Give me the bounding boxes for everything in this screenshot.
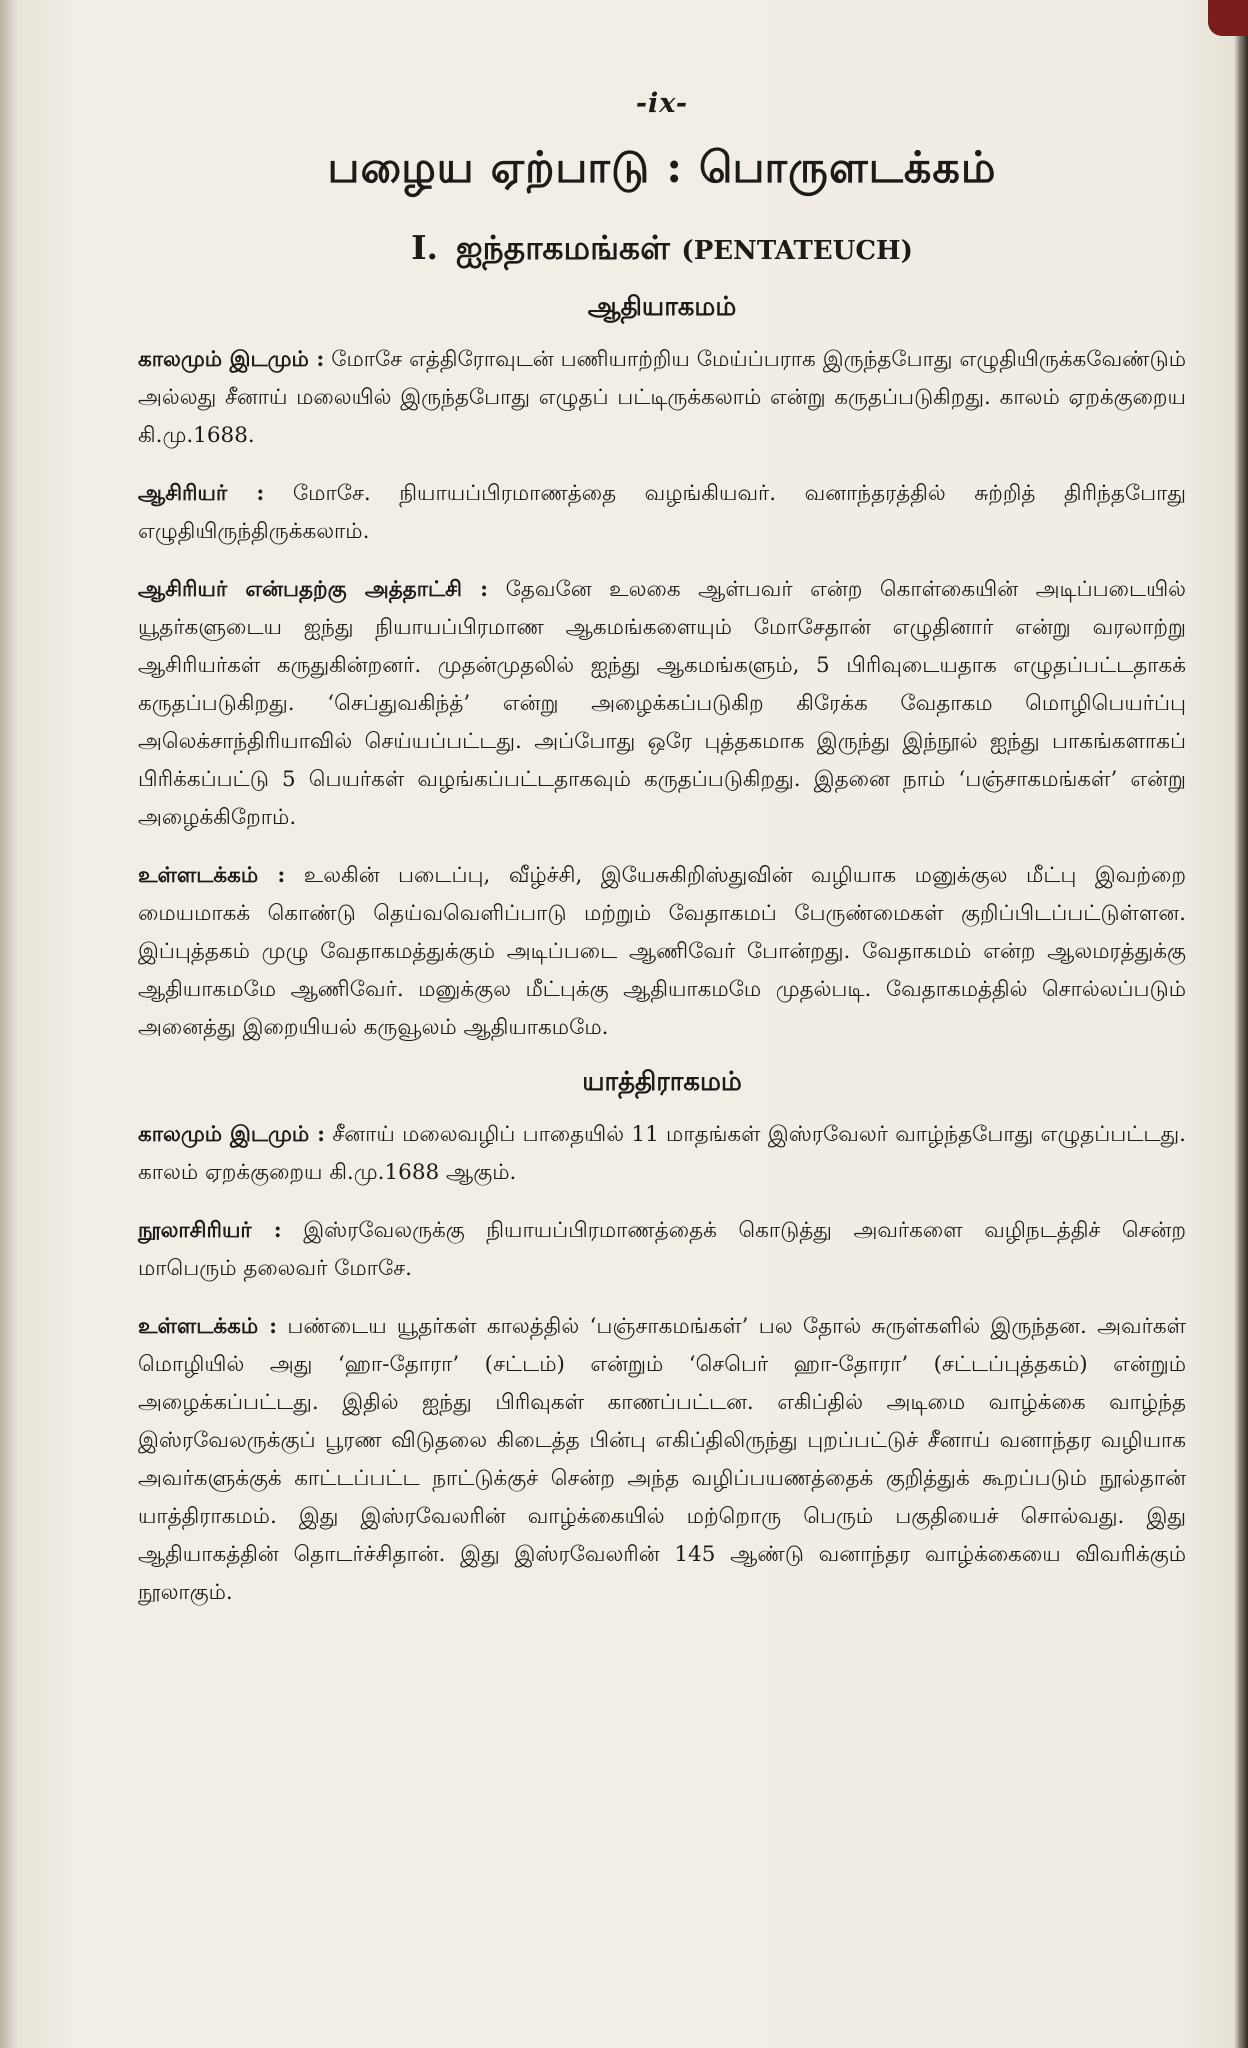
book-title-genesis: ஆதியாகமம் xyxy=(587,292,737,322)
para-label: உள்ளடக்கம் : xyxy=(138,863,286,888)
genesis-author xyxy=(138,475,1186,551)
page-edge-shadow xyxy=(1234,0,1248,2048)
genesis-contents xyxy=(138,857,1186,1047)
para-text: பண்டைய யூதர்கள் காலத்தில் ‘பஞ்சாகமங்கள்’ பல தோல் சுருள்களில் இருந்தன. அவர்கள் மொழியில் அது ‘ஹா-தோரா’ (சட்டம்) என்றும் ‘செபெர் ஹா-தோரா’ (சட்டப்புத்தகம்) என்றும் அழைக்கப்பட்டது. இதில் ஐந்து பிரிவுகள் காணப்பட்டன. எகிப்தில் அடிமை வாழ்க்கை வாழ்ந்த இஸ்ரவேலருக்குப் பூரண விடுதலை கிடைத்த பின்பு எகிப்திலிருந்து புறப்பட்டுச் சீனாய் வனாந்தர வழியாக அவர்களுக்குக் காட்டப்பட்ட நாட்டுக்குச் சென்ற அந்த வழிப்பயணத்தைக் குறித்துக் கூறப்படும் நூல்தான் யாத்திராகமம். இது இஸ்ரவேலரின் வாழ்க்கையில் மற்றொரு பெரும் பகுதியைச் சொல்வது. இது ஆதியாகத்தின் தொடர்ச்சிதான். இது இஸ்ரவேலரின் 145 ஆண்டு வனாந்தர வாழ்க்கையை விவரிக்கும் நூலாகும். xyxy=(138,1314,1186,1605)
page-number: -ix- xyxy=(635,88,689,119)
section-title-latin: (PENTATEUCH) xyxy=(681,236,913,266)
book-title-exodus: யாத்திராகமம் xyxy=(582,1067,742,1097)
para-label: உள்ளடக்கம் : xyxy=(138,1314,278,1339)
para-label: காலமும் இடமும் : xyxy=(138,347,325,372)
page-title: பழைய ஏற்பாடு : பொருளடக்கம் xyxy=(327,143,997,193)
exodus-contents xyxy=(138,1308,1186,1612)
para-text: மோசே. நியாயப்பிரமாணத்தை வழங்கியவர். வனாந்தரத்தில் சுற்றித் திரிந்தபோது எழுதியிருந்திருக்கலாம். xyxy=(138,481,1186,544)
exodus-author xyxy=(138,1212,1186,1288)
para-label: ஆசிரியர் : xyxy=(138,481,265,506)
section-number: I. xyxy=(411,228,439,267)
section-title-tamil: ஐந்தாகமங்கள் xyxy=(456,228,670,267)
para-label: காலமும் இடமும் : xyxy=(138,1122,326,1147)
book-cover-corner xyxy=(1208,0,1248,36)
para-text: உலகின் படைப்பு, வீழ்ச்சி, இயேசுகிறிஸ்துவின் வழியாக மனுக்குல மீட்பு இவற்றை மையமாகக் கொண்டு தெய்வவெளிப்பாடு மற்றும் வேதாகமப் பேருண்மைகள் குறிப்பிடப்பட்டுள்ளன. இப்புத்தகம் முழு வேதாகமத்துக்கும் அடிப்படை ஆணிவேர் போன்றது. வேதாகமம் என்ற ஆலமரத்துக்கு ஆதியாகமமே ஆணிவேர். மனுக்குல மீட்புக்கு ஆதியாகமமே முதல்படி. வேதாகமத்தில் சொல்லப்படும் அனைத்து இறையியல் கருவூலம் ஆதியாகமமே. xyxy=(138,863,1187,1040)
para-text: இஸ்ரவேலருக்கு நியாயப்பிரமாணத்தைக் கொடுத்து அவர்களை வழிநடத்திச் சென்ற மாபெரும் தலைவர் மோசே. xyxy=(138,1218,1187,1281)
exodus-time-place xyxy=(138,1116,1186,1192)
para-text: மோசே எத்திரோவுடன் பணியாற்றிய மேய்ப்பராக இருந்தபோது எழுதியிருக்கவேண்டும் அல்லது சீனாய் மலையில் இருந்தபோது எழுதப் பட்டிருக்கலாம் என்று கருதப்படுகிறது. காலம் ஏறக்குறைய கி.மு.1688. xyxy=(138,347,1186,448)
section-title xyxy=(138,228,1186,272)
para-label: ஆசிரியர் என்பதற்கு அத்தாட்சி : xyxy=(138,577,489,602)
genesis-author-evidence xyxy=(138,571,1186,837)
genesis-time-place xyxy=(138,341,1186,455)
page-gutter-shadow xyxy=(0,0,18,2048)
para-text: சீனாய் மலைவழிப் பாதையில் 11 மாதங்கள் இஸ்ரவேலர் வாழ்ந்தபோது எழுதப்பட்டது. காலம் ஏறக்குறைய கி.மு.1688 ஆகும். xyxy=(138,1122,1186,1185)
para-label: நூலாசிரியர் : xyxy=(138,1218,282,1243)
para-text: தேவனே உலகை ஆள்பவர் என்ற கொள்கையின் அடிப்படையில் யூதர்களுடைய ஐந்து நியாயப்பிரமாண ஆகமங்களையும் மோசேதான் எழுதினார் என்று வரலாற்று ஆசிரியர்கள் கருதுகின்றனர். முதன்முதலில் ஐந்து ஆகமங்களும், 5 பிரிவுடையதாக எழுதப்பட்டதாகக் கருதப்படுகிறது. ‘செப்துவகிந்த்’ என்று அழைக்கப்படுகிற கிரேக்க வேதாகம மொழிபெயர்ப்பு அலெக்சாந்திரியாவில் செய்யப்பட்டது. அப்போது ஒரே புத்தகமாக இருந்து இந்நூல் ஐந்து பாகங்களாகப் பிரிக்கப்பட்டு 5 பெயர்கள் வழங்கப்பட்டதாகவும் கருதப்படுகிறது. இதனை நாம் ‘பஞ்சாகமங்கள்’ என்று அழைக்கிறோம். xyxy=(138,577,1186,830)
